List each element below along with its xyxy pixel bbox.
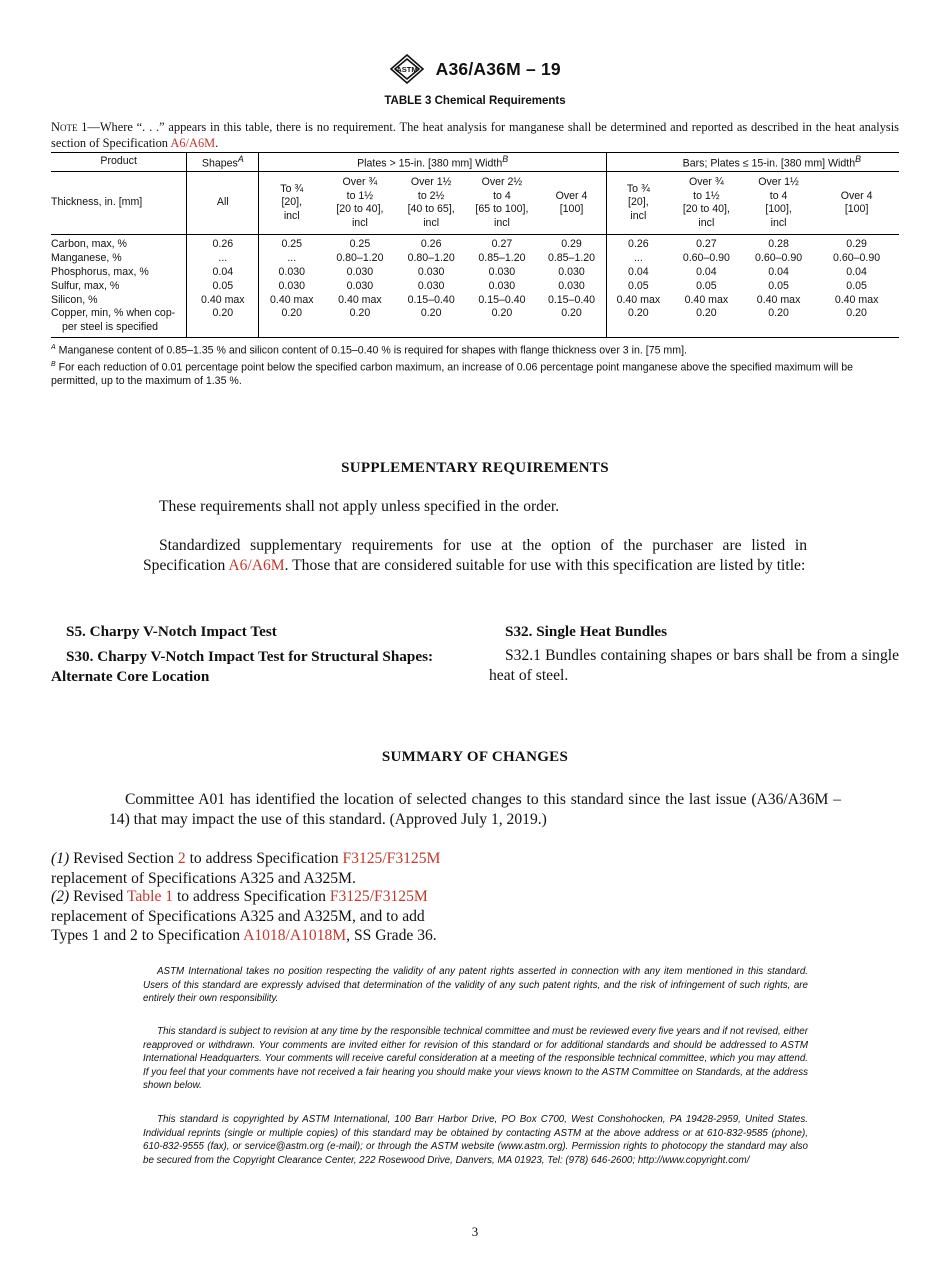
thickness-row bbox=[51, 172, 899, 235]
s32-1-text: S32.1 Bundles containing shapes or bars shall be from a single heat of steel. bbox=[489, 647, 899, 684]
table-row-carbon: Carbon, max, % 0.26 0.25 0.25 0.26 0.27 0.29 0.26 0.27 0.28 0.29 bbox=[51, 235, 899, 252]
copyright-notice: This standard is copyrighted by ASTM International, 100 Barr Harbor Drive, PO Box C700, West Conshohocken, PA 19428-2959, United States. Individual reprints (single or multiple copies) of this standard may be obtained by contacting ASTM at the above address or at 610-832-9585 (phone), 610-832-9555 (fax), or service@astm.org (e-mail); or through the ASTM website (www.astm.org). Permission rights to photocopy the standard may also be secured from the Copyright Clearance Center, 222 Rosewood Drive, Danvers, MA 01923, Tel: (978) 646-2600; http://www.copyright.com/ bbox=[143, 1114, 808, 1166]
spec-link-f3125[interactable]: F3125/F3125M bbox=[342, 850, 441, 867]
col-header-product: Product bbox=[51, 153, 187, 172]
patent-notice: ASTM International takes no position respecting the validity of any patent rights asserted in connection with any item mentioned in this standard. Users of this standard are expressly advised that determination of the validity of any such patent rights, and the risk of infringement of such rights, are entirely their own responsibility. bbox=[143, 966, 808, 1005]
table-link-1[interactable]: Table 1 bbox=[126, 888, 174, 905]
svg-text:ASTM: ASTM bbox=[396, 65, 418, 74]
thickness-cell: To ¾ [20], incl bbox=[259, 172, 325, 235]
note-number: 1 bbox=[81, 120, 88, 134]
s5-heading: S5. Charpy V-Notch Impact Test bbox=[66, 623, 277, 640]
col-header-shapes: Shapes$^A$ bbox=[187, 153, 259, 172]
thickness-cell: Over 4 [100] bbox=[814, 172, 899, 235]
spec-link-f3125[interactable]: F3125/F3125M bbox=[329, 888, 428, 905]
summary-heading: SUMMARY OF CHANGES bbox=[381, 749, 569, 765]
supplementary-para-2: Standardized supplementary requirements for use at the option of the purchaser are listed in Specification A6/A6M. Those that are considered suitable for use with this specification are listed by title: bbox=[143, 537, 807, 574]
note-text: —Where “. . .” appears in this table, there is no requirement. The heat analysis for manganese shall be determined and reported as described in the heat analysis section of Specification bbox=[51, 120, 899, 150]
supplementary-heading: SUPPLEMENTARY REQUIREMENTS bbox=[341, 460, 609, 476]
thickness-cell: To ¾ [20], incl bbox=[606, 172, 669, 235]
thickness-cell: Over 1½ to 4 [100], incl bbox=[743, 172, 814, 235]
spec-link-a6[interactable]: A6/A6M bbox=[228, 556, 285, 574]
thickness-label: Thickness, in. [mm] bbox=[51, 172, 187, 235]
table-header-row bbox=[51, 153, 899, 172]
s30-heading: S30. Charpy V-Notch Impact Test for Structural Shapes: Alternate Core Location bbox=[51, 648, 434, 685]
chemical-requirements-table bbox=[51, 152, 899, 338]
shapes-thickness: All bbox=[187, 172, 259, 235]
revision-notice: This standard is subject to revision at any time by the responsible technical committee and must be reviewed every five years and if not revised, either reapproved or withdrawn. Your comments are invited either for revision of this standard or for additional standards and should be addressed to ASTM International Headquarters. Your comments will receive careful consideration at a meeting of the responsible technical committee, which you may attend. If you feel that your comments have not received a fair hearing you should make your views known to the ASTM Committee on Standards, at the address shown below. bbox=[143, 1026, 808, 1092]
col-header-plates: Plates > 15-in. [380 mm] Width$^B$ bbox=[259, 153, 607, 172]
table-title: TABLE 3 Chemical Requirements bbox=[384, 95, 566, 107]
thickness-cell: Over ¾ to 1½ [20 to 40], incl bbox=[670, 172, 743, 235]
change-item-1: (1) Revised Section 2 to address Specification F3125/F3125M replacement of Specifications A325 and A325M. bbox=[51, 850, 441, 887]
table-row-sulfur: Sulfur, max, % 0.05 0.030 0.030 0.030 0.030 0.030 0.05 0.05 0.05 0.05 bbox=[51, 279, 867, 292]
change-item-2: (2) Revised Table 1 to address Specification F3125/F3125M replacement of Specifications A325 and A325M, and to add Types 1 and 2 to Specification A1018/A1018M, SS Grade 36. bbox=[51, 888, 437, 944]
section-link-2[interactable]: 2 bbox=[177, 850, 186, 867]
footnote-a: $^A$ Manganese content of 0.85–1.35 % and silicon content of 0.15–0.40 % is required for shapes with flange thickness over 3 in. [75 mm]. bbox=[51, 344, 687, 357]
page-number: 3 bbox=[471, 1224, 479, 1239]
s32-heading: S32. Single Heat Bundles bbox=[505, 623, 668, 640]
astm-logo-icon bbox=[389, 54, 425, 84]
spec-link-a6[interactable]: A6/A6M bbox=[170, 136, 216, 150]
summary-intro: Committee A01 has identified the location of selected changes to this standard since the last issue (A36/A36M – 14) that may impact the use of this standard. (Approved July 1, 2019.) bbox=[109, 791, 841, 828]
table-row-silicon: Silicon, % 0.40 max 0.40 max 0.40 max 0.15–0.40 0.15–0.40 0.15–0.40 0.40 max 0.40 max 0.40 max 0.40 max bbox=[51, 293, 879, 306]
table-row-copper: Copper, min, % when cop- per steel is specified 0.20 0.20 0.20 0.20 0.20 0.20 0.20 0.20 0.20 0.20 bbox=[51, 307, 899, 337]
page-header bbox=[0, 54, 950, 84]
table-row-manganese: Manganese, % ... ... 0.80–1.20 0.80–1.20 0.85–1.20 0.85–1.20 ... 0.60–0.90 0.60–0.90 0.60–0.90 bbox=[51, 252, 881, 265]
table-row-phosphorus: Phosphorus, max, % 0.04 0.030 0.030 0.030 0.030 0.030 0.04 0.04 0.04 0.04 bbox=[51, 265, 867, 278]
table-footnotes bbox=[51, 341, 899, 389]
col-header-bars: Bars; Plates ≤ 15-in. [380 mm] Width$^B$ bbox=[606, 153, 899, 172]
standard-designation: A36/A36M – 19 bbox=[435, 58, 561, 79]
note-label: Note bbox=[51, 120, 78, 134]
thickness-cell: Over 1½ to 2½ [40 to 65], incl bbox=[396, 172, 467, 235]
thickness-cell: Over ¾ to 1½ [20 to 40], incl bbox=[324, 172, 395, 235]
supplementary-para-1: These requirements shall not apply unless specified in the order. bbox=[159, 498, 560, 515]
thickness-cell: Over 4 [100] bbox=[537, 172, 606, 235]
spec-link-a1018[interactable]: A1018/A1018M bbox=[243, 927, 347, 944]
footnote-b: $^B$ For each reduction of 0.01 percentage point below the specified carbon maximum, an increase of 0.06 percentage point manganese above the specified maximum will be permitted, up to the maximum of 1.35 %. bbox=[51, 361, 854, 388]
table-note: Note 1—Where “. . .” appears in this table, there is no requirement. The heat analysis for manganese shall be determined and reported as described in the heat analysis section of Specification A6/A6M. bbox=[51, 120, 899, 150]
thickness-cell: Over 2½ to 4 [65 to 100], incl bbox=[467, 172, 537, 235]
